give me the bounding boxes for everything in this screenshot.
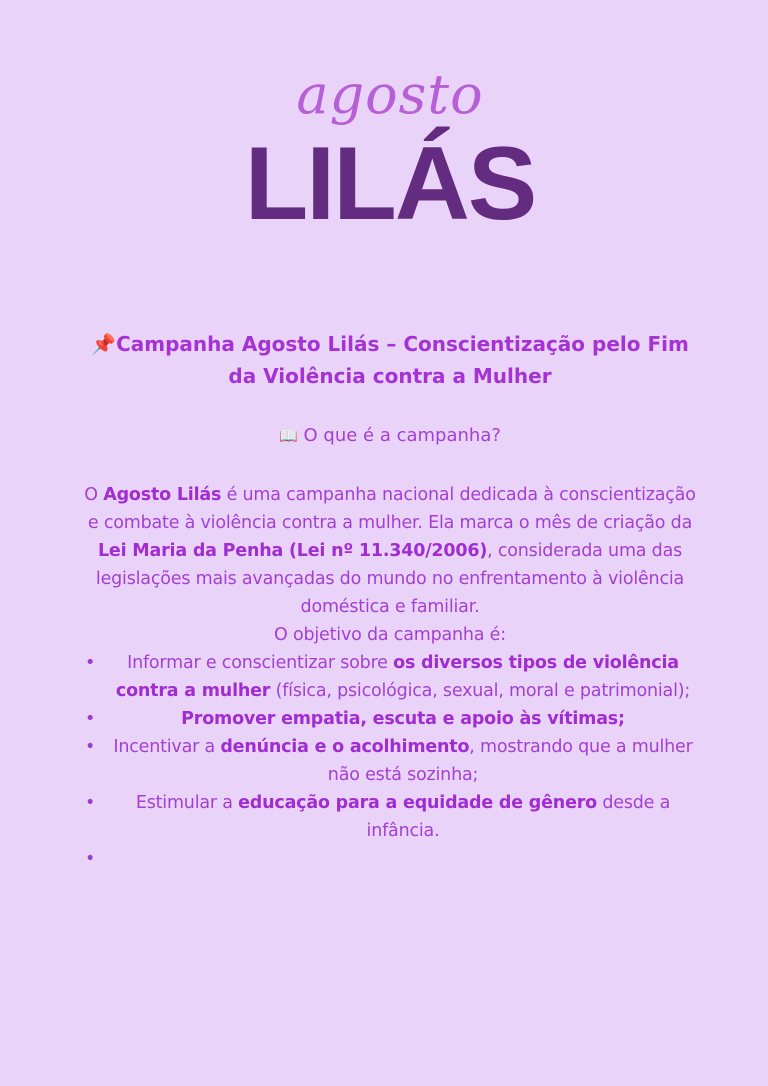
text-run: Incentivar a [113,737,221,757]
text-run: Estimular a [135,793,239,813]
page-title [80,328,700,392]
list-item [80,649,700,705]
logo-main-text: LILÁS [244,126,536,242]
objective-list [80,649,700,873]
bold-text: os diversos tipos de violência contra a mulher [115,653,679,701]
bold-text: Promover empatia, escuta e apoio às vítimas; [181,709,625,729]
text-run: (física, psicológica, sexual, moral e patrimonial); [270,681,691,701]
logo-script-text: agosto [296,63,484,126]
section-heading [80,425,700,446]
pushpin-icon: 📌 [91,332,117,356]
list-item [80,705,700,733]
text-run: O [84,485,104,505]
text-run: , mostrando que a mulher não está sozinha; [327,737,693,785]
bold-text: Lei Maria da Penha (Lei nº 11.340/2006) [97,541,488,561]
bold-text: denúncia e o acolhimento [220,737,470,757]
objective-text: O objetivo da campanha é: [274,625,506,645]
title-text: Campanha Agosto Lilás – Conscientização pelo Fim da Violência contra a Mulher [116,332,689,388]
bold-text: educação para a equidade de gênero [238,793,597,813]
bullet-icon: • [85,793,96,813]
bullet-icon: • [85,653,96,673]
bullet-icon: • [85,849,96,869]
list-item [80,789,700,845]
campaign-description [80,481,700,873]
list-item [80,845,700,873]
bullet-icon: • [85,709,96,729]
text-run: desde a infância. [366,793,671,841]
list-item [80,733,700,789]
text-run: é uma campanha nacional dedicada à conscientização e combate à violência contra a mulher. Ela marca o mês de criação da [87,485,696,533]
section-heading-text: O que é a campanha? [303,425,501,446]
bullet-icon: • [85,737,96,757]
bold-text: Agosto Lilás [103,485,222,505]
text-run: , considerada uma das legislações mais avançadas do mundo no enfrentamento à violência doméstica e familiar. [95,541,685,617]
agosto-lilas-logo [190,62,590,262]
book-icon: 📖 [279,427,298,445]
text-run: Informar e conscientizar sobre [127,653,394,673]
intro-paragraph [80,481,700,621]
